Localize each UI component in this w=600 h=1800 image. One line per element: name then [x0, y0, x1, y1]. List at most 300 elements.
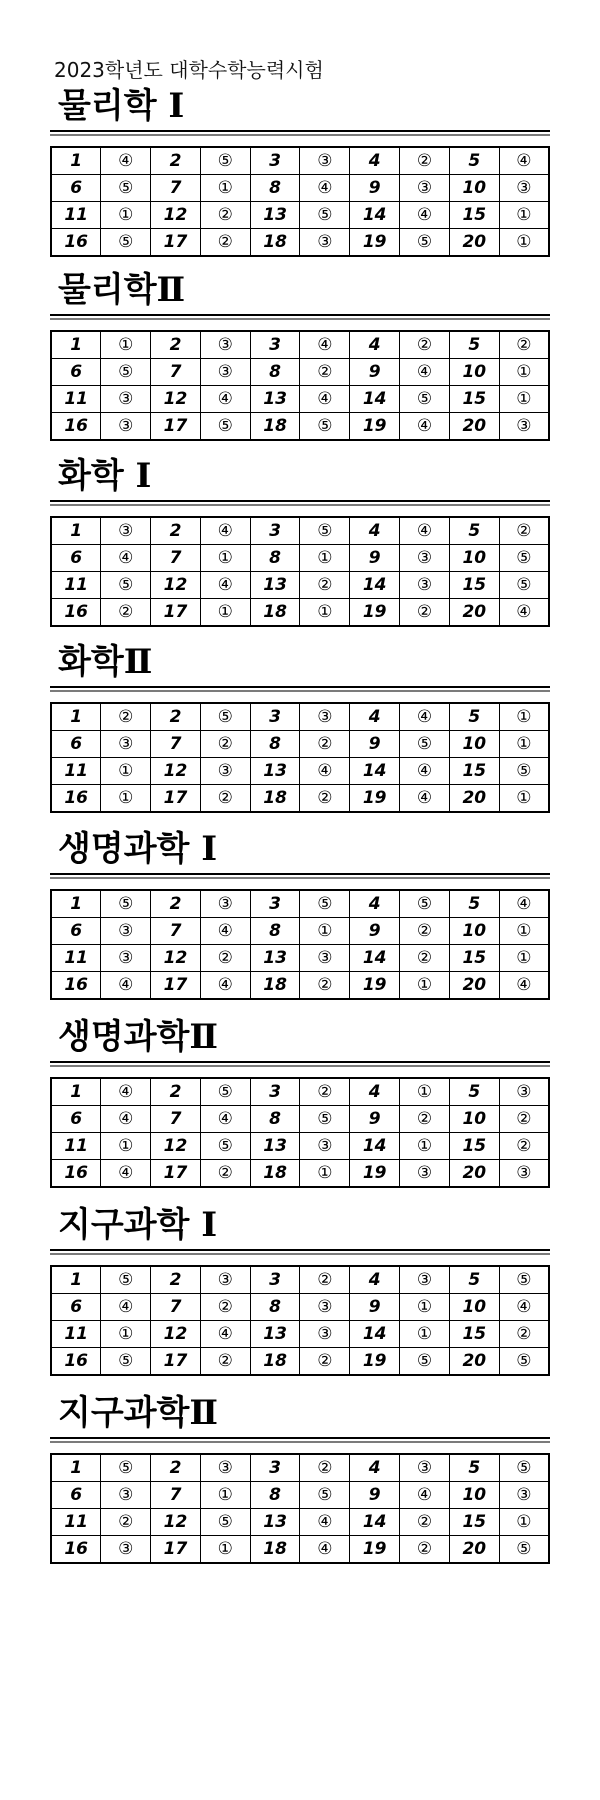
- question-number: 14: [350, 1321, 400, 1348]
- question-number: 15: [449, 386, 499, 413]
- question-number: 3: [250, 1266, 300, 1294]
- answer-choice: ⑤: [101, 359, 151, 386]
- subject-title: 물리학Ⅱ: [58, 270, 186, 310]
- question-number: 13: [250, 1321, 300, 1348]
- question-number: 7: [151, 1482, 201, 1509]
- question-number: 14: [350, 1509, 400, 1536]
- question-number: 3: [250, 147, 300, 175]
- answer-choice: ④: [300, 1509, 350, 1536]
- question-number: 4: [350, 890, 400, 918]
- answer-choice: ⑤: [200, 1509, 250, 1536]
- answer-choice: ④: [200, 1106, 250, 1133]
- answer-choice: ①: [499, 359, 549, 386]
- answer-choice: ④: [499, 972, 549, 1000]
- question-number: 4: [350, 1454, 400, 1482]
- question-number: 15: [449, 572, 499, 599]
- answer-choice: ①: [101, 1133, 151, 1160]
- table-row: [51, 785, 549, 813]
- question-number: 4: [350, 147, 400, 175]
- question-number: 19: [350, 229, 400, 257]
- question-number: 1: [51, 1078, 101, 1106]
- question-number: 2: [151, 1454, 201, 1482]
- question-number: 17: [151, 785, 201, 813]
- table-row: [51, 1482, 549, 1509]
- question-number: 20: [449, 1536, 499, 1564]
- answer-choice: ⑤: [499, 1266, 549, 1294]
- answer-choice: ①: [101, 331, 151, 359]
- answer-choice: ⑤: [101, 175, 151, 202]
- answer-choice: ①: [101, 785, 151, 813]
- question-number: 16: [51, 229, 101, 257]
- answer-choice: ②: [400, 147, 450, 175]
- answer-choice: ④: [499, 147, 549, 175]
- question-number: 9: [350, 175, 400, 202]
- subject-title: 물리학 I: [58, 86, 185, 126]
- subject-title: 생명과학Ⅱ: [58, 1017, 219, 1057]
- question-number: 16: [51, 972, 101, 1000]
- answer-choice: ①: [400, 1321, 450, 1348]
- question-number: 17: [151, 413, 201, 441]
- question-number: 3: [250, 517, 300, 545]
- question-number: 3: [250, 890, 300, 918]
- question-number: 14: [350, 386, 400, 413]
- question-number: 13: [250, 945, 300, 972]
- question-number: 5: [449, 1078, 499, 1106]
- answer-choice: ③: [400, 545, 450, 572]
- table-row: [51, 1294, 549, 1321]
- question-number: 20: [449, 972, 499, 1000]
- answer-choice: ②: [499, 1133, 549, 1160]
- question-number: 9: [350, 545, 400, 572]
- question-number: 1: [51, 1266, 101, 1294]
- answer-choice: ③: [101, 918, 151, 945]
- table-row: [51, 703, 549, 731]
- question-number: 2: [151, 1078, 201, 1106]
- subject-section: [50, 266, 550, 441]
- question-number: 10: [449, 1106, 499, 1133]
- question-number: 3: [250, 1078, 300, 1106]
- question-number: 16: [51, 1536, 101, 1564]
- answer-choice: ⑤: [499, 1348, 549, 1376]
- question-number: 15: [449, 1321, 499, 1348]
- question-number: 9: [350, 359, 400, 386]
- answer-choice: ①: [200, 545, 250, 572]
- question-number: 17: [151, 1160, 201, 1188]
- question-number: 6: [51, 1106, 101, 1133]
- answer-choice: ①: [200, 175, 250, 202]
- question-number: 16: [51, 599, 101, 627]
- answer-choice: ①: [101, 758, 151, 785]
- answer-choice: ④: [200, 517, 250, 545]
- question-number: 15: [449, 1509, 499, 1536]
- question-number: 7: [151, 1294, 201, 1321]
- question-number: 20: [449, 1348, 499, 1376]
- table-row: [51, 1133, 549, 1160]
- answer-choice: ③: [400, 572, 450, 599]
- answer-choice: ④: [400, 758, 450, 785]
- question-number: 16: [51, 1160, 101, 1188]
- question-number: 18: [250, 1348, 300, 1376]
- question-number: 19: [350, 413, 400, 441]
- question-number: 16: [51, 785, 101, 813]
- answer-choice: ④: [400, 1482, 450, 1509]
- answer-choice: ①: [499, 202, 549, 229]
- answer-choice: ②: [499, 331, 549, 359]
- answer-table: [50, 1077, 550, 1188]
- question-number: 18: [250, 413, 300, 441]
- answer-choice: ②: [300, 1454, 350, 1482]
- question-number: 20: [449, 1160, 499, 1188]
- answer-choice: ②: [300, 359, 350, 386]
- answer-choice: ④: [400, 359, 450, 386]
- answer-choice: ④: [300, 1536, 350, 1564]
- question-number: 17: [151, 1536, 201, 1564]
- table-row: [51, 413, 549, 441]
- table-row: [51, 1266, 549, 1294]
- answer-choice: ③: [200, 359, 250, 386]
- question-number: 15: [449, 945, 499, 972]
- answer-choice: ①: [499, 1509, 549, 1536]
- answer-choice: ③: [300, 229, 350, 257]
- answer-choice: ①: [499, 386, 549, 413]
- question-number: 2: [151, 147, 201, 175]
- question-number: 1: [51, 1454, 101, 1482]
- question-number: 12: [151, 1133, 201, 1160]
- answer-choice: ③: [300, 1321, 350, 1348]
- question-number: 4: [350, 703, 400, 731]
- answer-choice: ③: [101, 386, 151, 413]
- question-number: 18: [250, 599, 300, 627]
- question-number: 8: [250, 175, 300, 202]
- question-number: 2: [151, 331, 201, 359]
- answer-choice: ⑤: [101, 1348, 151, 1376]
- question-number: 8: [250, 918, 300, 945]
- answer-choice: ③: [499, 1160, 549, 1188]
- title-divider: [50, 500, 550, 506]
- question-number: 8: [250, 359, 300, 386]
- answer-choice: ①: [101, 1321, 151, 1348]
- answer-choice: ④: [499, 890, 549, 918]
- question-number: 16: [51, 1348, 101, 1376]
- question-number: 5: [449, 331, 499, 359]
- subject-title: 지구과학 I: [58, 1205, 218, 1245]
- answer-choice: ③: [400, 1454, 450, 1482]
- question-number: 6: [51, 731, 101, 758]
- question-number: 6: [51, 918, 101, 945]
- question-number: 19: [350, 1160, 400, 1188]
- subject-title: 지구과학Ⅱ: [58, 1393, 219, 1433]
- title-divider: [50, 873, 550, 879]
- title-divider: [50, 1249, 550, 1255]
- answer-choice: ②: [300, 731, 350, 758]
- question-number: 5: [449, 1454, 499, 1482]
- answer-choice: ④: [400, 703, 450, 731]
- answer-choice: ①: [400, 972, 450, 1000]
- answer-choice: ⑤: [101, 890, 151, 918]
- answer-choice: ⑤: [300, 413, 350, 441]
- table-row: [51, 1536, 549, 1564]
- question-number: 2: [151, 703, 201, 731]
- question-number: 20: [449, 785, 499, 813]
- question-number: 18: [250, 229, 300, 257]
- answer-choice: ②: [101, 1509, 151, 1536]
- answer-choice: ⑤: [300, 1482, 350, 1509]
- answer-choice: ②: [200, 229, 250, 257]
- question-number: 5: [449, 890, 499, 918]
- question-number: 20: [449, 229, 499, 257]
- answer-choice: ②: [300, 1266, 350, 1294]
- answer-choice: ①: [300, 599, 350, 627]
- answer-choice: ④: [101, 1078, 151, 1106]
- answer-choice: ⑤: [499, 1536, 549, 1564]
- answer-choice: ⑤: [499, 758, 549, 785]
- question-number: 13: [250, 202, 300, 229]
- answer-choice: ⑤: [101, 572, 151, 599]
- table-row: [51, 517, 549, 545]
- table-row: [51, 386, 549, 413]
- question-number: 1: [51, 331, 101, 359]
- answer-choice: ②: [400, 918, 450, 945]
- answer-choice: ②: [101, 703, 151, 731]
- answer-choice: ③: [499, 1078, 549, 1106]
- answer-choice: ③: [200, 758, 250, 785]
- question-number: 5: [449, 517, 499, 545]
- answer-choice: ②: [200, 1348, 250, 1376]
- subject-title: 생명과학 I: [58, 829, 218, 869]
- question-number: 10: [449, 175, 499, 202]
- title-divider: [50, 1061, 550, 1067]
- question-number: 14: [350, 572, 400, 599]
- answer-choice: ②: [499, 1106, 549, 1133]
- answer-choice: ②: [400, 1106, 450, 1133]
- title-divider: [50, 686, 550, 692]
- question-number: 10: [449, 918, 499, 945]
- answer-choice: ③: [300, 147, 350, 175]
- question-number: 19: [350, 1348, 400, 1376]
- question-number: 15: [449, 202, 499, 229]
- answer-choice: ④: [200, 972, 250, 1000]
- answer-choice: ②: [499, 1321, 549, 1348]
- question-number: 17: [151, 599, 201, 627]
- answer-choice: ③: [200, 331, 250, 359]
- answer-choice: ①: [101, 202, 151, 229]
- answer-table: [50, 1453, 550, 1564]
- question-number: 1: [51, 147, 101, 175]
- answer-choice: ③: [101, 517, 151, 545]
- table-row: [51, 202, 549, 229]
- question-number: 8: [250, 1106, 300, 1133]
- question-number: 2: [151, 890, 201, 918]
- question-number: 5: [449, 1266, 499, 1294]
- answer-choice: ④: [101, 1294, 151, 1321]
- question-number: 17: [151, 229, 201, 257]
- question-number: 19: [350, 599, 400, 627]
- answer-choice: ③: [499, 413, 549, 441]
- question-number: 7: [151, 545, 201, 572]
- answer-table: [50, 702, 550, 813]
- question-number: 4: [350, 517, 400, 545]
- answer-choice: ⑤: [499, 572, 549, 599]
- answer-choice: ④: [400, 785, 450, 813]
- answer-choice: ①: [400, 1294, 450, 1321]
- answer-choice: ④: [200, 386, 250, 413]
- answer-choice: ②: [300, 972, 350, 1000]
- question-number: 17: [151, 972, 201, 1000]
- question-number: 4: [350, 1078, 400, 1106]
- question-number: 12: [151, 202, 201, 229]
- question-number: 12: [151, 758, 201, 785]
- question-number: 7: [151, 359, 201, 386]
- table-row: [51, 758, 549, 785]
- question-number: 13: [250, 758, 300, 785]
- answer-choice: ⑤: [400, 1348, 450, 1376]
- answer-choice: ②: [400, 599, 450, 627]
- question-number: 7: [151, 918, 201, 945]
- answer-choice: ④: [400, 413, 450, 441]
- answer-choice: ④: [101, 1160, 151, 1188]
- answer-choice: ③: [300, 945, 350, 972]
- answer-choice: ⑤: [101, 1454, 151, 1482]
- question-number: 12: [151, 945, 201, 972]
- answer-table: [50, 330, 550, 441]
- answer-choice: ⑤: [101, 1266, 151, 1294]
- answer-choice: ⑤: [400, 229, 450, 257]
- answer-choice: ③: [200, 890, 250, 918]
- answer-choice: ①: [499, 785, 549, 813]
- question-number: 10: [449, 1294, 499, 1321]
- answer-choice: ⑤: [200, 147, 250, 175]
- question-number: 3: [250, 1454, 300, 1482]
- question-number: 11: [51, 386, 101, 413]
- question-number: 8: [250, 545, 300, 572]
- title-divider: [50, 130, 550, 136]
- answer-choice: ⑤: [400, 890, 450, 918]
- question-number: 2: [151, 517, 201, 545]
- subject-title: 화학Ⅱ: [58, 642, 153, 682]
- question-number: 2: [151, 1266, 201, 1294]
- table-row: [51, 1348, 549, 1376]
- answer-choice: ①: [300, 918, 350, 945]
- answer-choice: ②: [400, 945, 450, 972]
- question-number: 15: [449, 1133, 499, 1160]
- answer-choice: ②: [499, 517, 549, 545]
- question-number: 6: [51, 359, 101, 386]
- answer-choice: ③: [499, 1482, 549, 1509]
- question-number: 19: [350, 1536, 400, 1564]
- answer-choice: ③: [101, 731, 151, 758]
- answer-choice: ②: [200, 202, 250, 229]
- question-number: 6: [51, 175, 101, 202]
- question-number: 7: [151, 1106, 201, 1133]
- answer-choice: ②: [101, 599, 151, 627]
- question-number: 9: [350, 1106, 400, 1133]
- question-number: 14: [350, 1133, 400, 1160]
- question-number: 9: [350, 918, 400, 945]
- answer-choice: ③: [400, 1266, 450, 1294]
- answer-choice: ①: [400, 1133, 450, 1160]
- question-number: 15: [449, 758, 499, 785]
- answer-choice: ①: [300, 1160, 350, 1188]
- table-row: [51, 972, 549, 1000]
- answer-choice: ②: [200, 945, 250, 972]
- answer-choice: ②: [300, 785, 350, 813]
- answer-choice: ④: [101, 972, 151, 1000]
- table-row: [51, 1106, 549, 1133]
- table-row: [51, 572, 549, 599]
- answer-choice: ③: [499, 175, 549, 202]
- question-number: 6: [51, 1294, 101, 1321]
- answer-choice: ②: [200, 785, 250, 813]
- answer-choice: ②: [400, 1509, 450, 1536]
- question-number: 18: [250, 972, 300, 1000]
- answer-choice: ③: [200, 1266, 250, 1294]
- answer-choice: ④: [300, 386, 350, 413]
- answer-choice: ②: [300, 1348, 350, 1376]
- question-number: 14: [350, 945, 400, 972]
- table-row: [51, 175, 549, 202]
- answer-choice: ④: [101, 545, 151, 572]
- question-number: 4: [350, 331, 400, 359]
- answer-choice: ⑤: [200, 1133, 250, 1160]
- subject-section: [50, 82, 550, 257]
- answer-choice: ③: [200, 1454, 250, 1482]
- question-number: 7: [151, 731, 201, 758]
- subject-section: [50, 1013, 550, 1188]
- answer-choice: ③: [101, 945, 151, 972]
- title-divider: [50, 314, 550, 320]
- exam-title: 2023학년도 대학수학능력시험: [54, 58, 324, 82]
- answer-choice: ②: [300, 572, 350, 599]
- answer-choice: ①: [300, 545, 350, 572]
- answer-choice: ⑤: [300, 1106, 350, 1133]
- question-number: 10: [449, 545, 499, 572]
- question-number: 1: [51, 703, 101, 731]
- answer-choice: ③: [400, 1160, 450, 1188]
- answer-table: [50, 889, 550, 1000]
- answer-choice: ⑤: [400, 386, 450, 413]
- question-number: 18: [250, 1536, 300, 1564]
- question-number: 11: [51, 1509, 101, 1536]
- table-row: [51, 890, 549, 918]
- question-number: 10: [449, 1482, 499, 1509]
- title-divider: [50, 1437, 550, 1443]
- answer-choice: ④: [101, 1106, 151, 1133]
- table-row: [51, 1160, 549, 1188]
- answer-choice: ②: [400, 331, 450, 359]
- question-number: 11: [51, 758, 101, 785]
- answer-choice: ⑤: [101, 229, 151, 257]
- question-number: 13: [250, 386, 300, 413]
- question-number: 13: [250, 1133, 300, 1160]
- answer-choice: ①: [200, 1536, 250, 1564]
- table-row: [51, 918, 549, 945]
- question-number: 6: [51, 545, 101, 572]
- question-number: 9: [350, 731, 400, 758]
- question-number: 11: [51, 202, 101, 229]
- subject-title: 화학 I: [58, 456, 152, 496]
- answer-choice: ⑤: [400, 731, 450, 758]
- table-row: [51, 731, 549, 758]
- question-number: 10: [449, 731, 499, 758]
- answer-choice: ④: [200, 918, 250, 945]
- table-row: [51, 599, 549, 627]
- answer-choice: ①: [499, 229, 549, 257]
- answer-choice: ③: [300, 703, 350, 731]
- question-number: 20: [449, 413, 499, 441]
- question-number: 5: [449, 703, 499, 731]
- answer-choice: ②: [200, 731, 250, 758]
- subject-section: [50, 452, 550, 627]
